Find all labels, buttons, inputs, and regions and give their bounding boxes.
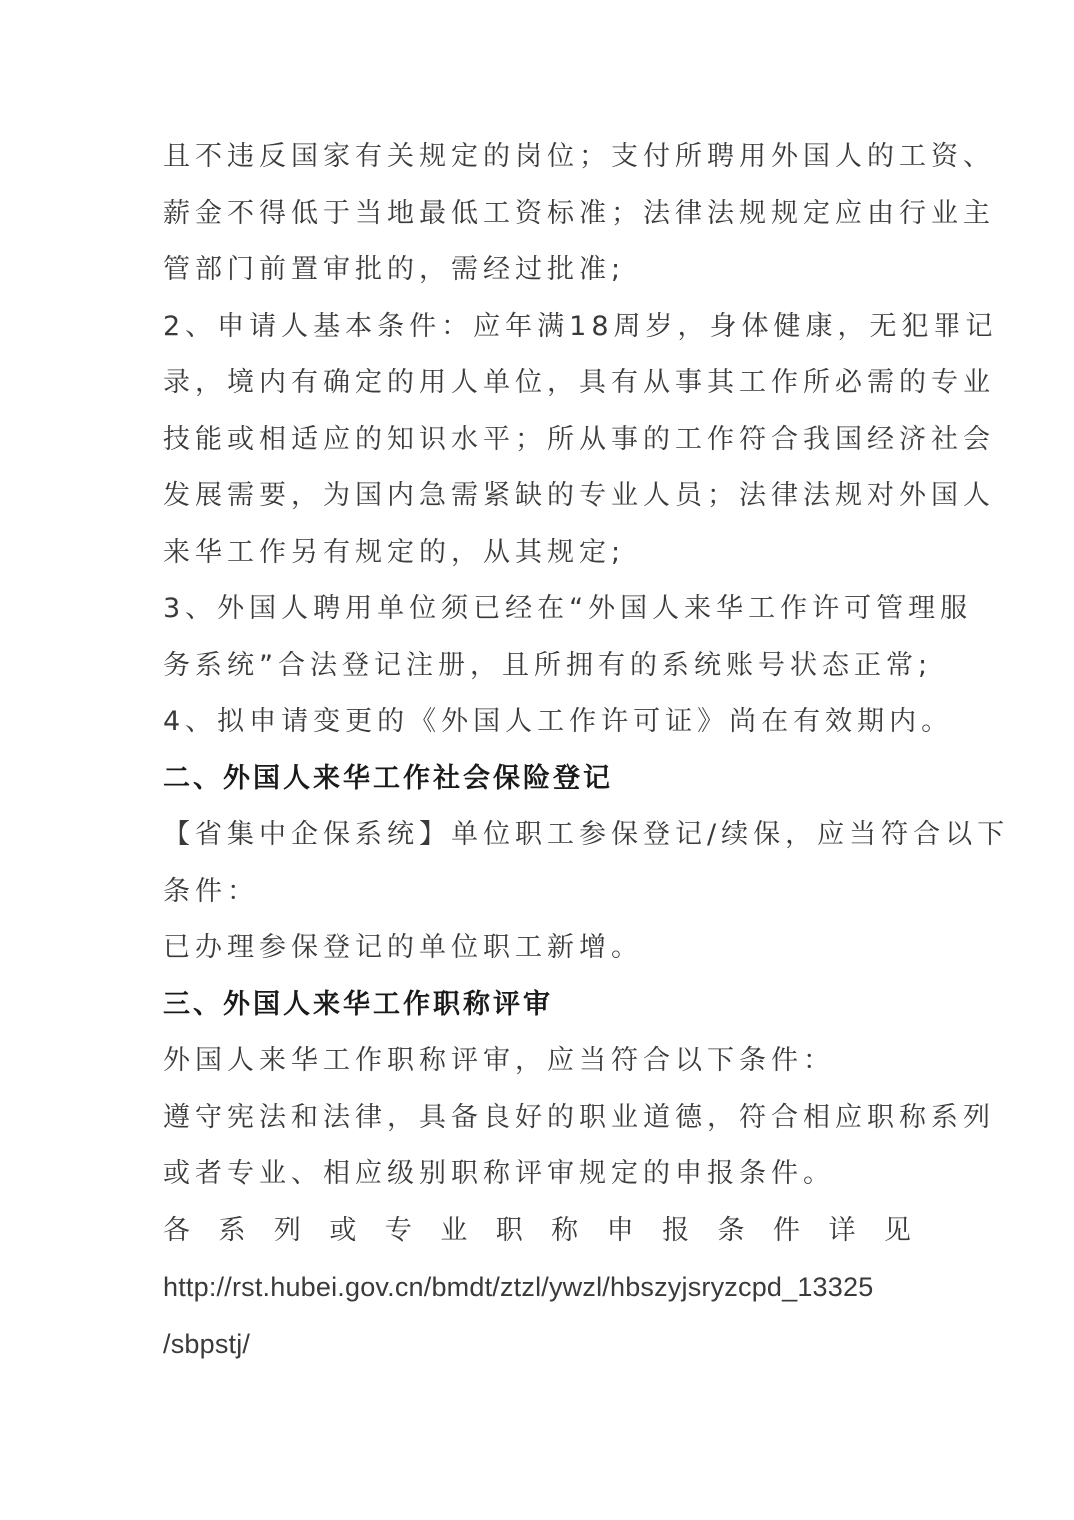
text-line: 发展需要，为国内急需紧缺的专业人员；法律法规对外国人: [163, 480, 995, 511]
text-line: 2、申请人基本条件：应年满18周岁，身体健康，无犯罪记: [163, 310, 998, 342]
url-text: http://rst.hubei.gov.cn/bmdt/ztzl/ywzl/hbszyjsryzcpd_13325: [163, 1272, 874, 1302]
text-line: 管部门前置审批的，需经过批准;: [163, 254, 626, 285]
text-line: 且不违反国家有关规定的岗位；支付所聘用外国人的工资、: [163, 141, 995, 172]
url-text: /sbpstj/: [163, 1328, 251, 1359]
char: 称: [551, 1214, 579, 1246]
char: 系: [218, 1214, 246, 1246]
text-line: 薪金不得低于当地最低工资标准；法律法规规定应由行业主: [163, 197, 995, 229]
char: 各: [163, 1214, 190, 1246]
text-line: 来华工作另有规定的，从其规定;: [163, 536, 626, 568]
text-line: 【省集中企保系统】单位职工参保登记/续保，应当符合以下: [163, 819, 1010, 850]
char: 详: [828, 1214, 856, 1246]
char: 或: [329, 1214, 357, 1246]
text-line: 技能或相适应的知识水平；所从事的工作符合我国经济社会: [163, 423, 995, 455]
text-line: 外国人来华工作职称评审，应当符合以下条件：: [163, 1045, 835, 1076]
char: 件: [772, 1214, 800, 1246]
char: 业: [440, 1214, 468, 1246]
text-line: 务系统”合法登记注册，且所拥有的系统账号状态正常;: [163, 649, 933, 681]
char: 条: [717, 1214, 745, 1246]
char: 职: [495, 1214, 523, 1246]
justified-text-line: [163, 1203, 911, 1260]
char: 申: [606, 1214, 634, 1246]
char: 专: [384, 1214, 412, 1246]
text-line: 4、拟申请变更的《外国人工作许可证》尚在有效期内。: [163, 706, 954, 737]
text-line: 录，境内有确定的用人单位，具有从事其工作所必需的专业: [163, 367, 995, 398]
section-heading-title-evaluation: 三、外国人来华工作职称评审: [163, 988, 553, 1020]
text-line: 遵守宪法和法律，具备良好的职业道德，符合相应职称系列: [163, 1101, 995, 1133]
char: 报: [662, 1214, 690, 1246]
document-body: [163, 129, 1010, 1372]
text-line: 3、外国人聘用单位须已经在“外国人来华工作许可管理服: [163, 593, 973, 624]
text-line: 已办理参保登记的单位职工新增。: [163, 932, 643, 963]
char: 列: [273, 1214, 301, 1246]
text-line: 条件：: [163, 875, 259, 907]
text-line: 或者专业、相应级别职称评审规定的申报条件。: [163, 1158, 835, 1189]
section-heading-social-insurance: 二、外国人来华工作社会保险登记: [163, 762, 613, 794]
char: 见: [883, 1214, 911, 1246]
